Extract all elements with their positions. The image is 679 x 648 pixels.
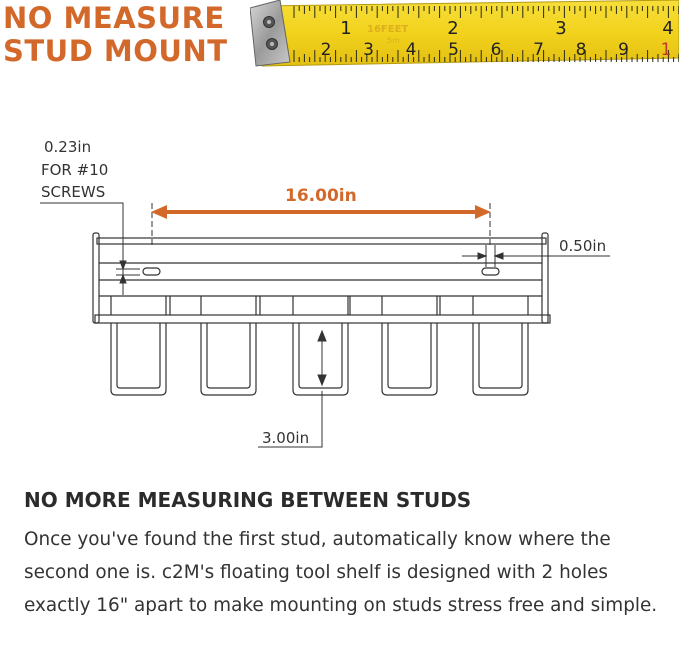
- section-body-text: Once you've found the first stud, automatically know where the second one is. c2M's floating tool shelf is designed with 2 holes exactly 16" apart to make mounting on studs stress free and simple.: [24, 529, 658, 616]
- stud-span-dimension: [151, 203, 491, 247]
- tape-bottom-number: 3: [363, 40, 374, 60]
- tape-bottom-number: 8: [575, 40, 587, 60]
- tool-holder-loop: [201, 296, 256, 395]
- tape-measure-image: [250, 0, 679, 70]
- tape-bottom-number: 4: [405, 40, 417, 60]
- depth-label: 3.00in: [262, 429, 310, 447]
- tape-brand-text: 16FEET: [367, 24, 409, 35]
- left-mounting-slot: [143, 268, 160, 275]
- tape-top-number: 3: [555, 18, 567, 39]
- hole-size-dimension: [40, 203, 140, 295]
- left-end-cap: [93, 233, 99, 323]
- tool-holder-loop: [382, 296, 437, 395]
- stud-span-arrow-right: [475, 205, 491, 219]
- tape-metric-text: 5m: [387, 36, 400, 45]
- tape-bottom-number: 6: [490, 40, 502, 60]
- shelf-diagram: [0, 125, 679, 455]
- stud-span-label: 16.00in: [285, 186, 357, 206]
- tape-bottom-numbers: [321, 40, 672, 60]
- tape-top-number: 4: [662, 18, 674, 39]
- headline: [3, 2, 228, 68]
- tape-top-number: 1: [340, 18, 352, 39]
- section-subheading: NO MORE MEASURING BETWEEN STUDS: [24, 488, 472, 512]
- hole-size-label: [41, 138, 113, 201]
- stud-span-arrow-left: [151, 205, 167, 219]
- headline-line-1: NO MEASURE: [3, 1, 225, 35]
- hole-size-line-1: 0.23in: [44, 138, 92, 156]
- hole-size-line-2: FOR #10: [41, 161, 109, 179]
- tool-holder-loop: [473, 296, 528, 395]
- headline-line-2: STUD MOUNT: [3, 34, 228, 68]
- slot-width-label: 0.50in: [559, 237, 607, 255]
- tape-bottom-number: 1: [660, 40, 672, 60]
- shelf-back-rail: [97, 238, 546, 244]
- tool-holder-loops: [111, 296, 528, 395]
- tape-top-number: 2: [447, 18, 459, 39]
- tape-bottom-number: 5: [448, 40, 459, 60]
- tape-bottom-number: 9: [618, 40, 629, 60]
- shelf-front-lip: [95, 315, 550, 323]
- hole-size-line-3: SCREWS: [41, 183, 106, 201]
- tool-holder-loop: [111, 296, 166, 395]
- right-end-cap: [542, 233, 548, 323]
- right-mounting-slot: [482, 268, 499, 275]
- tape-bottom-number: 2: [320, 40, 332, 60]
- tape-bottom-number: 7: [533, 40, 544, 60]
